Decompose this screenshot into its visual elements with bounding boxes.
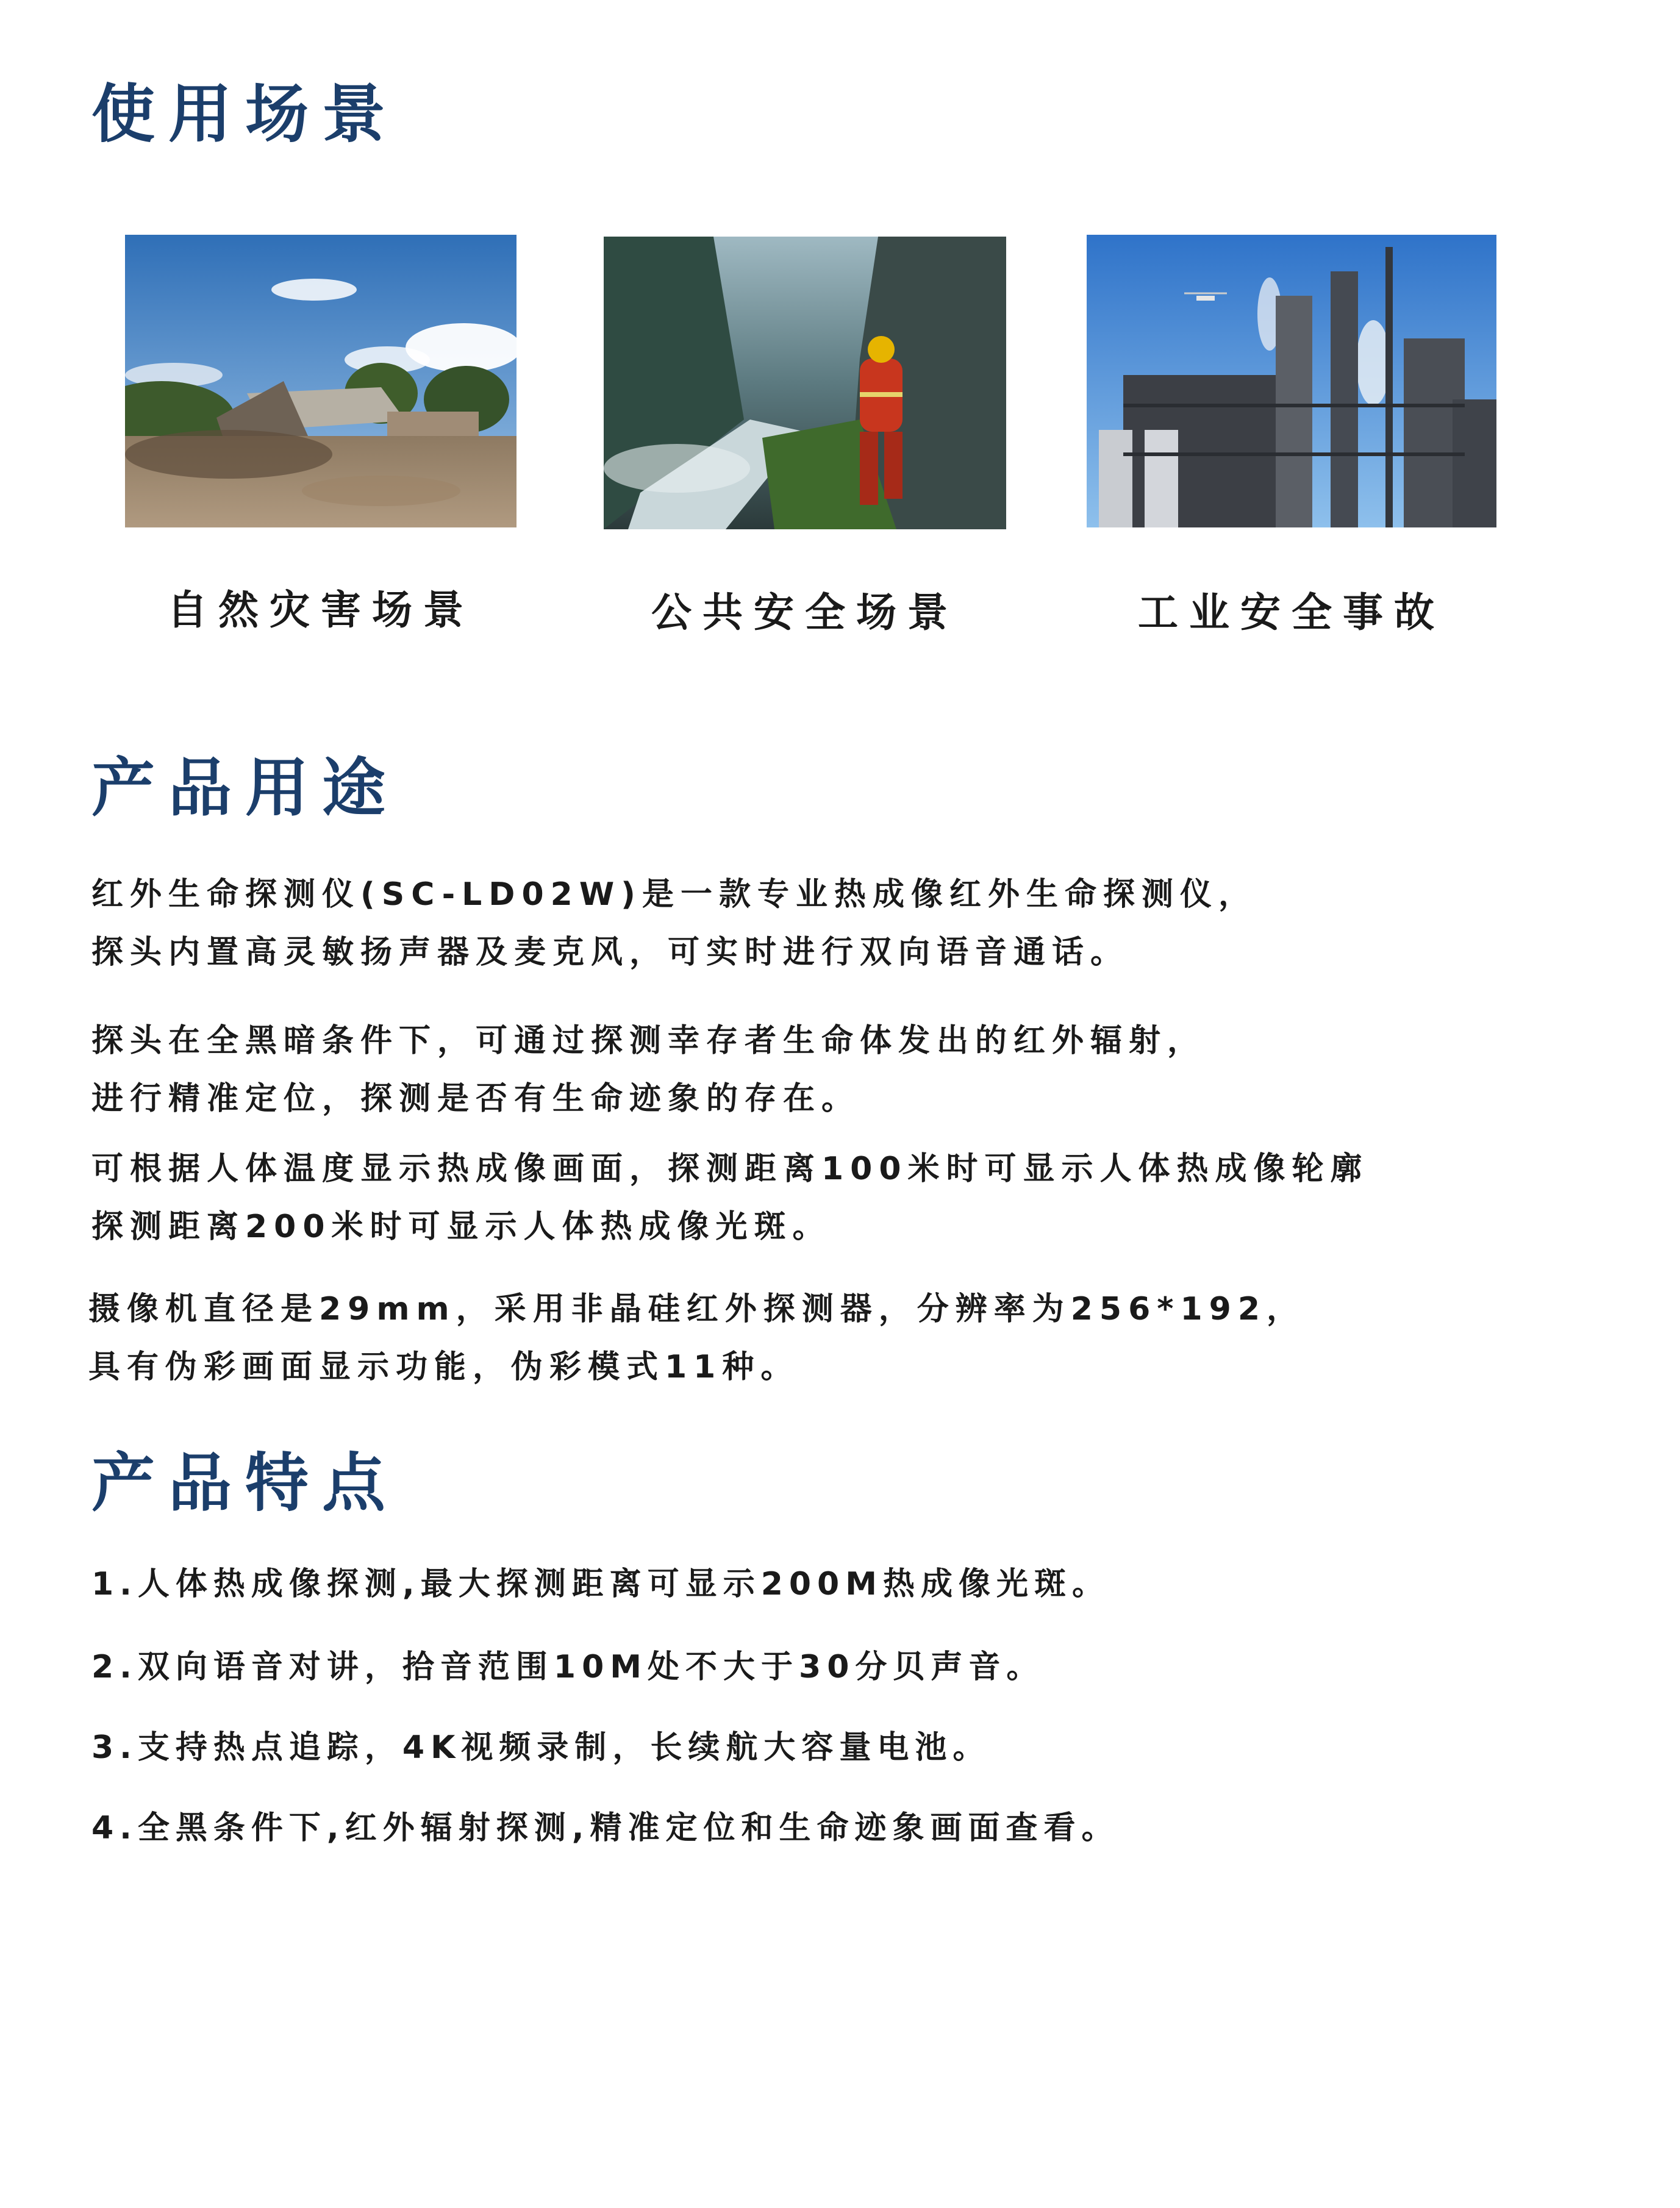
usage-paragraph-4: [88, 1281, 1305, 1396]
usage-title: 产品用途: [91, 751, 399, 825]
usage-p3-line-2: 探测距离200米时可显示人体热成像光斑。: [91, 1209, 831, 1245]
feature-item-3: 3.支持热点追踪，4K视频录制，长续航大容量电池。: [91, 1729, 991, 1766]
industrial-photo: [1087, 235, 1496, 527]
features-title: 产品特点: [91, 1446, 399, 1520]
feature-item-4: 4.全黑条件下,红外辐射探测,精准定位和生命迹象画面查看。: [91, 1810, 1120, 1846]
usage-p1-line-1: 红外生命探测仪(SC-LD02W)是一款专业热成像红外生命探测仪，: [91, 876, 1257, 913]
usage-p1-line-2: 探头内置高灵敏扬声器及麦克风，可实时进行双向语音通话。: [91, 934, 1129, 971]
usage-p4-line-2: 具有伪彩画面显示功能，伪彩模式11种。: [88, 1349, 799, 1385]
feature-item-1: 1.人体热成像探测,最大探测距离可显示200M热成像光斑。: [91, 1566, 1110, 1602]
usage-p4-line-1: 摄像机直径是29mm，采用非晶硅红外探测器，分辨率为256*192，: [88, 1291, 1306, 1327]
rescue-photo: [604, 237, 1006, 529]
scenarios-title: 使用场景: [91, 77, 399, 151]
scenario-caption-disaster: 自然灾害场景: [167, 587, 474, 634]
usage-p2-line-2: 进行精准定位，探测是否有生命迹象的存在。: [91, 1081, 860, 1117]
usage-paragraph-3: [91, 1140, 1369, 1256]
usage-paragraph-1: [91, 866, 1257, 982]
scenario-caption-industrial: 工业安全事故: [1138, 589, 1445, 636]
usage-paragraph-2: [91, 1012, 1206, 1128]
usage-p2-line-1: 探头在全黑暗条件下，可通过探测幸存者生命体发出的红外辐射，: [91, 1023, 1206, 1059]
scenario-caption-public-safety: 公共安全场景: [651, 589, 959, 636]
usage-p3-line-1: 可根据人体温度显示热成像画面，探测距离100米时可显示人体热成像轮廓: [91, 1151, 1369, 1187]
disaster-photo: [125, 235, 517, 527]
feature-item-2: 2.双向语音对讲，拾音范围10M处不大于30分贝声音。: [91, 1649, 1045, 1685]
